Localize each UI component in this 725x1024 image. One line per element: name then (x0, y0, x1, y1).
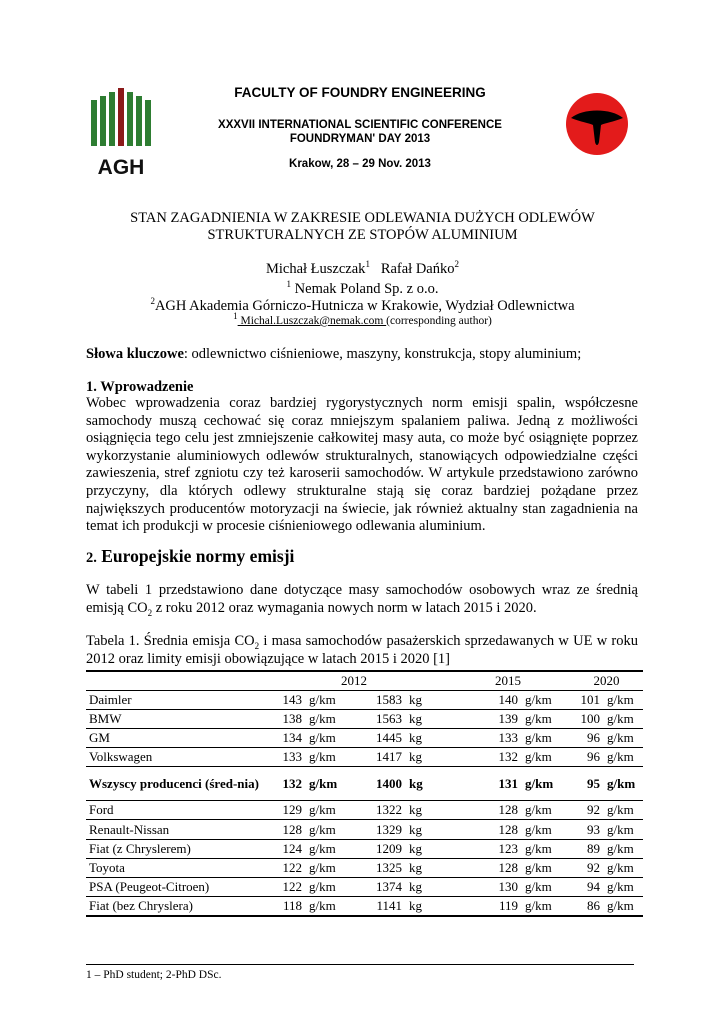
mass-2012: 1325 (350, 858, 406, 877)
unit-2020: g/km (604, 858, 643, 877)
section-2-body-a: W tabeli 1 przedstawiono dane dotyczące masy samochodów osobowych wraz ze średnią emisją CO (86, 582, 638, 616)
co2-2020: 92 (570, 858, 604, 877)
unit-2012-mass: kg (406, 709, 446, 728)
co2-2020: 86 (570, 897, 604, 916)
unit-2012-mass: kg (406, 767, 446, 801)
unit-2020: g/km (604, 728, 643, 747)
mass-2012: 1141 (350, 897, 406, 916)
table-row (86, 767, 643, 801)
co2-2015: 128 (446, 801, 522, 820)
affiliation-1-sup: 1 (286, 279, 292, 290)
keywords-label: Słowa kluczowe (86, 346, 184, 362)
co2-2015: 133 (446, 728, 522, 747)
table-row (86, 709, 643, 728)
unit-2020: g/km (604, 820, 643, 839)
unit-2012-co2: g/km (306, 728, 350, 747)
conference-line-2: FOUNDRYMAN' DAY 2013 (289, 133, 431, 145)
email-note: (corresponding author) (386, 315, 492, 327)
affiliation-2 (60, 298, 665, 315)
co2-2012: 122 (262, 878, 306, 897)
unit-2012-mass: kg (406, 748, 446, 767)
table-row (86, 897, 643, 916)
co2-2012: 133 (262, 748, 306, 767)
unit-2012-co2: g/km (306, 878, 350, 897)
co2-2020: 89 (570, 839, 604, 858)
conference-date: Krakow, 28 – 29 Nov. 2013 (289, 158, 431, 170)
unit-2012-co2: g/km (306, 709, 350, 728)
co2-2020: 100 (570, 709, 604, 728)
row-name: Daimler (86, 690, 262, 709)
agh-logo (88, 88, 154, 178)
conference-name (160, 118, 560, 146)
unit-2020: g/km (604, 839, 643, 858)
unit-2012-mass: kg (406, 728, 446, 747)
paper-title-line-1: STAN ZAGADNIENIA W ZAKRESIE ODLEWANIA DUŻYCH ODLEWÓW (130, 210, 595, 226)
unit-2012-co2: g/km (306, 767, 350, 801)
table-caption-sub: 2 (254, 640, 260, 651)
co2-2020: 96 (570, 748, 604, 767)
keywords-text: : odlewnictwo ciśnieniowe, maszyny, konstrukcja, stopy aluminium; (183, 346, 582, 362)
co2-2012: 128 (262, 820, 306, 839)
co2-2012: 138 (262, 709, 306, 728)
unit-2012-mass: kg (406, 820, 446, 839)
author-1: Michał Łuszczak (265, 261, 366, 277)
row-name: Volkswagen (86, 748, 262, 767)
unit-2012-mass: kg (406, 839, 446, 858)
co2-2015: 131 (446, 767, 522, 801)
unit-2012-mass: kg (406, 897, 446, 916)
email-sup: 1 (233, 311, 238, 322)
unit-2015: g/km (522, 878, 570, 897)
section-2-number: 2. (86, 550, 97, 566)
table-row (86, 820, 643, 839)
co2-2020: 95 (570, 767, 604, 801)
co2-2015: 123 (446, 839, 522, 858)
agh-logo-pillars (91, 88, 151, 146)
co2-2012: 122 (262, 858, 306, 877)
email-link[interactable]: Michal.Luszczak@nemak.com (237, 315, 387, 327)
faculty-name: FACULTY OF FOUNDRY ENGINEERING (234, 85, 486, 100)
header-2020: 2020 (570, 671, 643, 690)
unit-2012-co2: g/km (306, 839, 350, 858)
table-row (86, 728, 643, 747)
emissions-table (86, 670, 643, 917)
unit-2020: g/km (604, 709, 643, 728)
row-name: Toyota (86, 858, 262, 877)
authors (60, 261, 665, 278)
unit-2015: g/km (522, 839, 570, 858)
section-2-title: Europejskie normy emisji (96, 546, 295, 566)
unit-2012-co2: g/km (306, 690, 350, 709)
email-line (60, 311, 665, 327)
mass-2012: 1417 (350, 748, 406, 767)
conference-line-1: XXXVII INTERNATIONAL SCIENTIFIC CONFERENCE (218, 119, 502, 131)
table-caption (86, 633, 638, 668)
co2-2012: 132 (262, 767, 306, 801)
co2-2015: 139 (446, 709, 522, 728)
unit-2020: g/km (604, 690, 643, 709)
co2-2015: 132 (446, 748, 522, 767)
row-name: BMW (86, 709, 262, 728)
header-2015: 2015 (446, 671, 570, 690)
co2-2020: 92 (570, 801, 604, 820)
mass-2012: 1583 (350, 690, 406, 709)
paper-title-line-2: STRUKTURALNYCH ZE STOPÓW ALUMINIUM (207, 227, 518, 243)
unit-2015: g/km (522, 767, 570, 801)
table-row (86, 878, 643, 897)
unit-2020: g/km (604, 897, 643, 916)
row-name: Fiat (z Chryslerem) (86, 839, 262, 858)
header-empty (86, 671, 262, 690)
mass-2012: 1445 (350, 728, 406, 747)
co2-2020: 96 (570, 728, 604, 747)
unit-2012-co2: g/km (306, 858, 350, 877)
table-row (86, 858, 643, 877)
unit-2012-co2: g/km (306, 801, 350, 820)
unit-2020: g/km (604, 801, 643, 820)
foundry-logo (565, 92, 629, 156)
table-row (86, 801, 643, 820)
unit-2020: g/km (604, 878, 643, 897)
unit-2015: g/km (522, 858, 570, 877)
mass-2012: 1329 (350, 820, 406, 839)
table-caption-b: i masa samochodów pasażerskich sprzedawanych w UE w roku 2012 oraz limity emisji obowiązujące w latach 2015 i 2020 [1] (86, 633, 638, 667)
section-2-heading (86, 546, 294, 567)
row-name: Wszyscy producenci (śred-nia) (86, 767, 262, 801)
unit-2015: g/km (522, 709, 570, 728)
unit-2015: g/km (522, 690, 570, 709)
co2-2012: 134 (262, 728, 306, 747)
unit-2015: g/km (522, 748, 570, 767)
mass-2012: 1400 (350, 767, 406, 801)
keywords (86, 346, 646, 363)
row-name: PSA (Peugeot-Citroen) (86, 878, 262, 897)
co2-2012: 124 (262, 839, 306, 858)
header-2012: 2012 (262, 671, 446, 690)
affiliation-2-sup: 2 (150, 296, 155, 307)
agh-logo-text: AGH (97, 156, 145, 178)
unit-2015: g/km (522, 801, 570, 820)
co2-2015: 128 (446, 820, 522, 839)
co2-2020: 94 (570, 878, 604, 897)
paper-title (60, 210, 665, 244)
author-2: Rafał Dańko (380, 261, 455, 277)
co2-2015: 128 (446, 858, 522, 877)
footnote-rule (86, 964, 634, 965)
section-1-body: Wobec wprowadzenia coraz bardziej rygorystycznych norm emisji spalin, współczesne samochody muszą cechować się coraz mniejszym spalaniem paliwa. Jedną z możliwości osiągnięcia tego celu jest zmniejszenie całkowitej masy auta, co może być osiągnięte poprzez wykorzystanie aluminiowych odlewów strukturalnych, stanowiących odpowiedzialne części zawieszenia, stref zgniotu czy też karoserii samochodów. W artykule przedstawiono zarówno przyczyny, dla których odlewy strukturalne stają się coraz bardziej pożądane przez największych producentów motoryzacji na świecie, jak również aktualny stan zagadnienia na temat ich produkcji w procesie ciśnieniowego odlewania aluminium. (86, 395, 638, 535)
row-name: Renault-Nissan (86, 820, 262, 839)
co2-2015: 130 (446, 878, 522, 897)
co2-2020: 101 (570, 690, 604, 709)
unit-2015: g/km (522, 820, 570, 839)
unit-2012-mass: kg (406, 878, 446, 897)
affiliation-2-text: AGH Akademia Górniczo-Hutnicza w Krakowie, Wydział Odlewnictwa (154, 298, 575, 314)
unit-2020: g/km (604, 748, 643, 767)
section-2-body (86, 582, 638, 617)
co2-2012: 118 (262, 897, 306, 916)
table-row (86, 839, 643, 858)
unit-2020: g/km (604, 767, 643, 801)
mass-2012: 1374 (350, 878, 406, 897)
co2-2015: 140 (446, 690, 522, 709)
mass-2012: 1209 (350, 839, 406, 858)
unit-2015: g/km (522, 728, 570, 747)
section-2-body-sub: 2 (147, 607, 153, 618)
unit-2012-co2: g/km (306, 897, 350, 916)
co2-2020: 93 (570, 820, 604, 839)
unit-2012-co2: g/km (306, 820, 350, 839)
unit-2015: g/km (522, 897, 570, 916)
mass-2012: 1322 (350, 801, 406, 820)
co2-2012: 143 (262, 690, 306, 709)
section-2-body-b: z roku 2012 oraz wymagania nowych norm w latach 2015 i 2020. (152, 599, 537, 616)
table-row (86, 690, 643, 709)
author-1-sup: 1 (365, 259, 370, 270)
row-name: Ford (86, 801, 262, 820)
unit-2012-mass: kg (406, 858, 446, 877)
section-1-heading: 1. Wprowadzenie (86, 379, 194, 395)
table-caption-a: Tabela 1. Średnia emisja CO (86, 633, 255, 649)
footnote: 1 – PhD student; 2-PhD DSc. (86, 969, 222, 981)
affiliation-1-text: Nemak Poland Sp. z o.o. (291, 281, 439, 297)
table-header-row (86, 671, 643, 690)
unit-2012-co2: g/km (306, 748, 350, 767)
co2-2015: 119 (446, 897, 522, 916)
author-2-sup: 2 (454, 259, 459, 270)
row-name: Fiat (bez Chryslera) (86, 897, 262, 916)
co2-2012: 129 (262, 801, 306, 820)
unit-2012-mass: kg (406, 801, 446, 820)
mass-2012: 1563 (350, 709, 406, 728)
row-name: GM (86, 728, 262, 747)
table-row (86, 748, 643, 767)
unit-2012-mass: kg (406, 690, 446, 709)
